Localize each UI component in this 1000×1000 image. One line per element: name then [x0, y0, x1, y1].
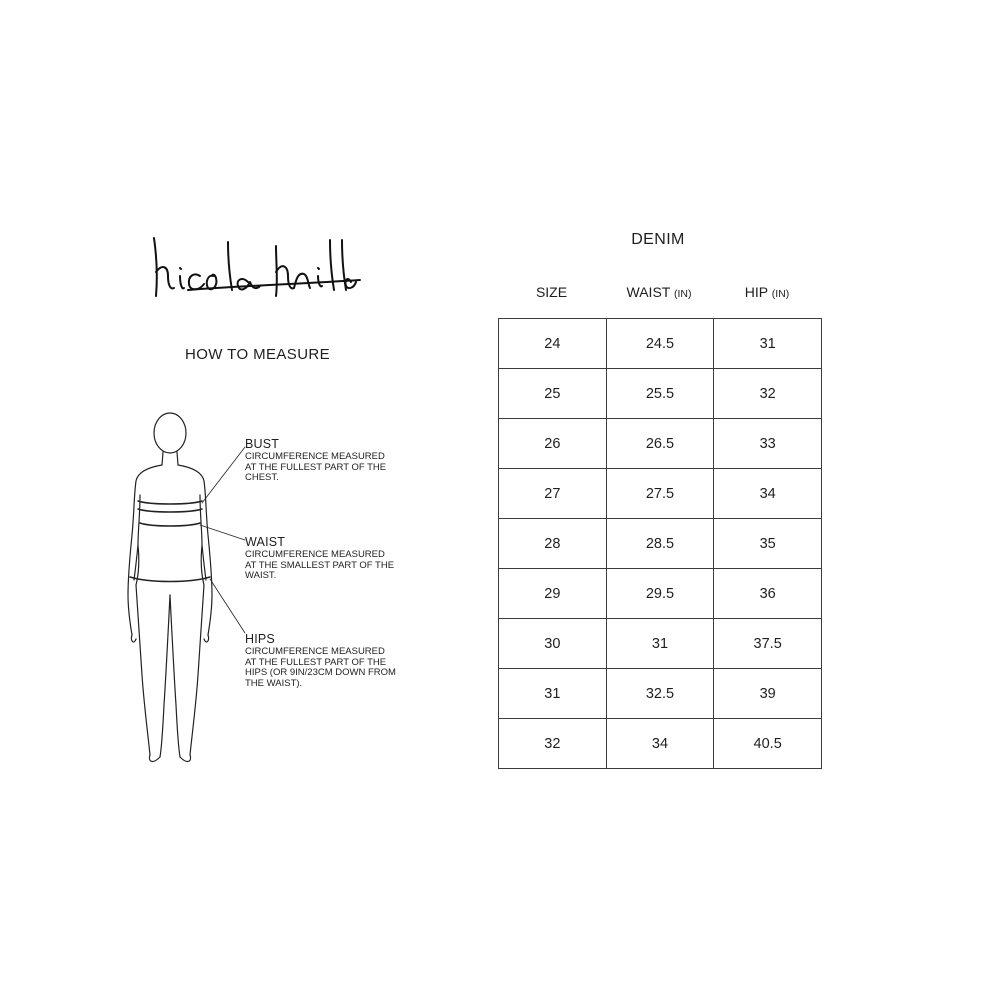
waist-cell: 32.5 [606, 669, 714, 719]
waist-cell: 26.5 [606, 419, 714, 469]
hips-desc-line-2: AT THE FULLEST PART OF THE [245, 656, 387, 668]
waist-cell: 24.5 [606, 319, 714, 369]
bust-callout [245, 437, 445, 484]
waist-cell: 25.5 [606, 369, 714, 419]
how-to-measure-heading: HOW TO MEASURE [185, 346, 331, 363]
header-size [498, 284, 605, 300]
nicole-miller-logo [148, 232, 363, 302]
hips-title: HIPS [245, 632, 275, 646]
size-cell: 25 [499, 369, 607, 419]
hip-cell: 34 [714, 469, 822, 519]
size-cell: 24 [499, 319, 607, 369]
body-figure-illustration [120, 405, 250, 775]
waist-callout [245, 535, 445, 582]
bust-desc-line-2: AT THE FULLEST PART OF THE [245, 461, 387, 473]
waist-cell: 31 [606, 619, 714, 669]
hips-callout [245, 632, 445, 689]
header-hip [713, 284, 821, 300]
table-row [499, 569, 822, 619]
table-row [499, 369, 822, 419]
table-row [499, 719, 822, 769]
hip-cell: 32 [714, 369, 822, 419]
hip-cell: 33 [714, 419, 822, 469]
size-cell: 32 [499, 719, 607, 769]
waist-desc-line-3: WAIST. [245, 570, 277, 582]
bust-title: BUST [245, 437, 280, 451]
hips-desc-line-1: CIRCUMFERENCE MEASURED [245, 646, 385, 657]
bust-desc-line-3: CHEST. [245, 472, 279, 484]
size-cell: 30 [499, 619, 607, 669]
size-cell: 28 [499, 519, 607, 569]
table-row [499, 319, 822, 369]
hip-cell: 39 [714, 669, 822, 719]
size-table [498, 318, 822, 769]
hips-desc-line-3: HIPS (OR 9IN/23CM DOWN FROM [245, 667, 396, 679]
waist-cell: 34 [606, 719, 714, 769]
bust-desc-line-1: CIRCUMFERENCE MEASURED [245, 451, 385, 462]
header-hip-label: HIP [744, 284, 768, 300]
waist-title: WAIST [245, 535, 286, 549]
hip-cell: 36 [714, 569, 822, 619]
waist-cell: 29.5 [606, 569, 714, 619]
header-waist-unit: (IN) [673, 288, 692, 300]
size-cell: 29 [499, 569, 607, 619]
table-row [499, 669, 822, 719]
hip-cell: 40.5 [714, 719, 822, 769]
size-cell: 26 [499, 419, 607, 469]
waist-desc-line-2: AT THE SMALLEST PART OF THE [245, 559, 395, 571]
hip-cell: 35 [714, 519, 822, 569]
header-waist [605, 284, 713, 300]
hips-desc-line-4: THE WAIST). [245, 677, 303, 689]
table-row [499, 619, 822, 669]
hip-cell: 31 [714, 319, 822, 369]
table-row [499, 419, 822, 469]
waist-cell: 28.5 [606, 519, 714, 569]
header-hip-unit: (IN) [771, 288, 790, 300]
waist-desc-line-1: CIRCUMFERENCE MEASURED [245, 549, 385, 560]
header-size-label: SIZE [535, 284, 568, 300]
size-cell: 27 [499, 469, 607, 519]
header-waist-label: WAIST [626, 284, 671, 300]
hip-cell: 37.5 [714, 619, 822, 669]
waist-cell: 27.5 [606, 469, 714, 519]
chart-title: DENIM [631, 231, 685, 248]
table-row [499, 519, 822, 569]
size-cell: 31 [499, 669, 607, 719]
table-row [499, 469, 822, 519]
